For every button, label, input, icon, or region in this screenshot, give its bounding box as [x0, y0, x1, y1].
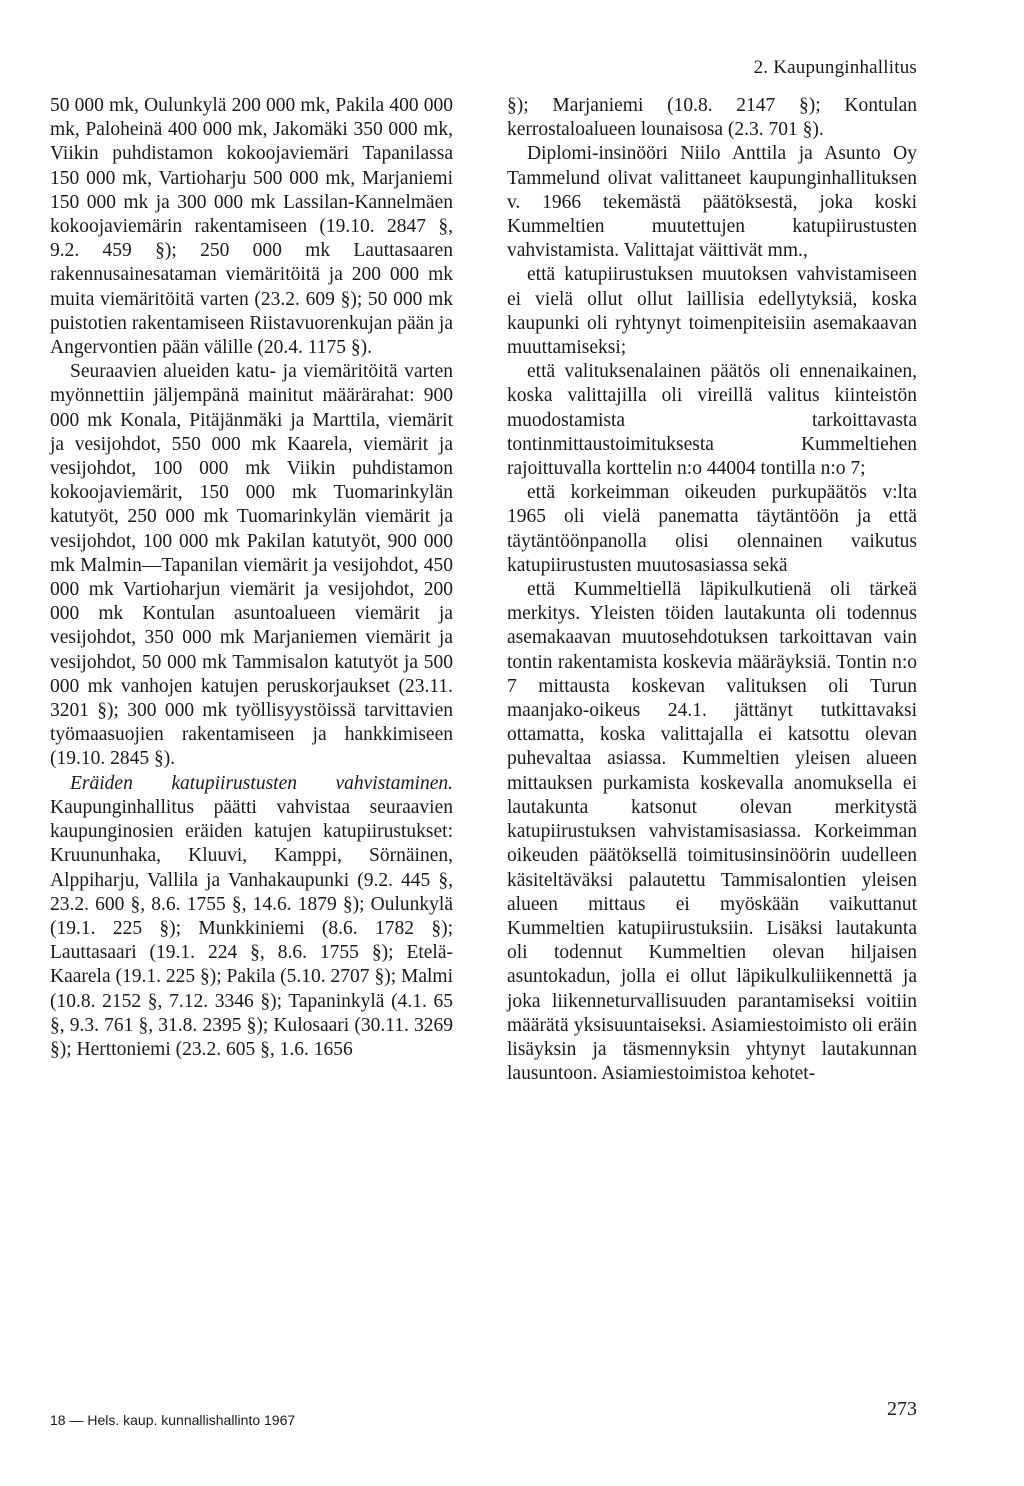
paragraph: että Kummeltiellä läpikulkutienä oli tärkeä merkitys. Yleisten töiden lautakunta oli todennus asemakaavan muutosehdotuksen tarkoittavan vain tontin rakentamista koskevia määräyksiä. Tontin n:o 7 mittausta koskevan valituksen oli Turun maanjako-oikeus 24.1. jättänyt tutkittavaksi ottamatta, koska valittajalla ei katsottu olevan puhevaltaa asiassa. Kummeltien yleisen alueen mittauksen purkamista koskevalla anomuksella ei lautakunta katsonut olevan merkitystä katupiirustuksen vahvistamisasiassa. Korkeimman oikeuden päätöksellä toimitusinsinöörin uudelleen käsiteltäväksi palautettu Tammisalontien yleisen alueen mittaus ei myöskään vaikuttanut Kummeltien katupiirustuksiin. Lisäksi lautakunta oli todennut Kummeltien olevan hiljaisen asuntokadun, jolla ei ollut läpikulkuliikennettä ja joka liikenneturvallisuuden parantamiseksi voitiin määrätä yksisuuntaiseksi. Asiamiestoimisto oli eräin lisäyksin ja täsmennyksin yhtynyt lautakunnan lausuntoon. Asiamiestoimistoa kehotet-: [507, 579, 917, 1085]
footer-note: 18 — Hels. kaup. kunnallishallinto 1967: [50, 1412, 296, 1428]
paragraph: §); Marjaniemi (10.8. 2147 §); Kontulan kerrostaloalueen lounaisosa (2.3. 701 §).: [507, 95, 917, 141]
paragraph: Diplomi-insinööri Niilo Anttila ja Asunto Oy Tammelund olivat valittaneet kaupunginhallituksen v. 1966 tekemästä päätöksestä, joka koski Kummeltien muutettujen katupiirustusten vahvistamista. Valittajat väittivät mm.,: [507, 143, 917, 262]
paragraph-text: Kaupunginhallitus päätti vahvistaa seuraavien kaupunginosien eräiden katujen katupiirustukset: Kruununhaka, Kluuvi, Kamppi, Sörnäinen, Alppiharju, Vallila ja Vanhakaupunki (9.2. 445 §, 23.2. 600 §, 8.6. 1755 §, 14.6. 1879 §); Oulunkylä (19.1. 225 §); Munkkiniemi (8.6. 1782 §); Lauttasaari (19.1. 224 §, 8.6. 1755 §); Etelä-Kaarela (19.1. 225 §); Pakila (5.10. 2707 §); Malmi (10.8. 2152 §, 7.12. 3346 §); Tapaninkylä (4.1. 65 §, 9.3. 761 §, 31.8. 2395 §); Kulosaari (30.11. 3269 §); Herttoniemi (23.2. 605 §, 1.6. 1656: [50, 796, 453, 1060]
paragraph: [50, 772, 453, 1062]
paragraph: 50 000 mk, Oulunkylä 200 000 mk, Pakila 400 000 mk, Paloheinä 400 000 mk, Jakomäki 350 000 mk, Viikin puhdistamon kokoojaviemäri Tapanilassa 150 000 mk, Vartioharju 500 000 mk, Marjaniemi 150 000 mk ja 300 000 mk Lassilan-Kannelmäen kokoojaviemärin rakentamiseen (19.10. 2847 §, 9.2. 459 §); 250 000 mk Lauttasaaren rakennusainesataman viemäritöitä ja 200 000 mk muita viemäritöitä varten (23.2. 609 §); 50 000 mk puistotien rakentamiseen Riistavuorenkujan pään ja Angervontien pään välille (20.4. 1175 §).: [50, 95, 453, 359]
paragraph: Seuraavien alueiden katu- ja viemäritöitä varten myönnettiin jäljempänä mainitut määrärahat: 900 000 mk Konala, Pitäjänmäki ja Marttila, viemärit ja vesijohdot, 550 000 mk Kaarela, viemärit ja vesijohdot, 100 000 mk Viikin puhdistamon kokoojaviemärit, 150 000 mk Tuomarinkylän katutyöt, 250 000 mk Tuomarinkylän viemärit ja vesijohdot, 100 000 mk Pakilan katutyöt, 900 000 mk Malmin—Tapanilan viemärit ja vesijohdot, 450 000 mk Vartioharjun viemärit ja vesijohdot, 200 000 mk Kontulan asuntoalueen viemärit ja vesijohdot, 350 000 mk Marjaniemen viemärit ja vesijohdot, 50 000 mk Tammisalon katutyöt ja 500 000 mk vanhojen katujen peruskorjaukset (23.11. 3201 §); 300 000 mk työllisyystöissä tarvittavien työmaasuojien rakentamiseen ja hankkimiseen (19.10. 2845 §).: [50, 361, 453, 770]
page-number: 273: [887, 1398, 917, 1420]
left-column: [50, 94, 453, 1062]
paragraph: että valituksenalainen päätös oli ennenaikainen, koska valittajilla oli vireillä valitus kiinteistön muodostamista tarkoittavasta tontinmittaustoimituksesta Kummeltiehen rajoittuvalla korttelin n:o 44004 tontilla n:o 7;: [507, 361, 917, 480]
running-head: 2. Kaupunginhallitus: [753, 57, 917, 78]
paragraph: että korkeimman oikeuden purkupäätös v:lta 1965 oli vielä panematta täytäntöön ja että täytäntöönpanolla olisi olennainen vaikutus katupiirustusten muutosasiassa sekä: [507, 482, 917, 576]
paragraph: että katupiirustuksen muutoksen vahvistamiseen ei vielä ollut ollut laillisia edellytyksiä, koska kaupunki oli ryhtynyt toimenpiteisiin asemakaavan muuttamiseksi;: [507, 264, 917, 359]
right-column: [507, 94, 917, 1086]
section-heading: Eräiden katupiirustusten vahvistaminen.: [70, 772, 453, 794]
